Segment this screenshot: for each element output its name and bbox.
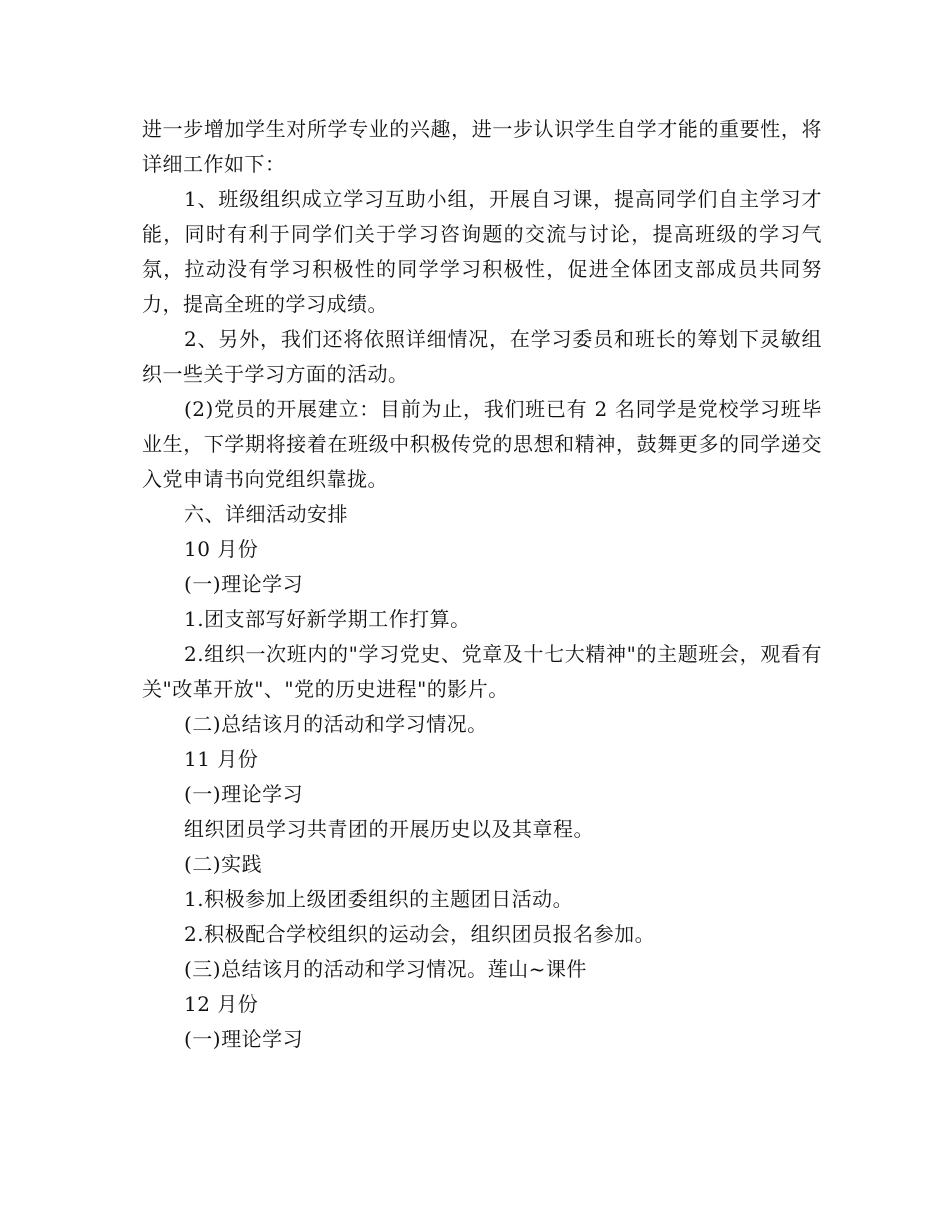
list-item: 2.积极配合学校组织的运动会，组织团员报名参加。 (184, 922, 656, 946)
paragraph-1: 进一步增加学生对所学专业的兴趣，进一步认识学生自学才能的重要性，将详细工作如下： (142, 117, 822, 176)
list-item: 1.积极参加上级团委组织的主题团日活动。 (184, 887, 574, 911)
paragraph-2: 1、班级组织成立学习互助小组，开展自习课，提高同学们自主学习才能，同时有利于同学们关于学习咨询题的交流与讨论，提高班级的学习气氛，拉动没有学习积极性的同学学习积极性，促进全体团支部成员共同努力，提高全班的学习成绩。 (142, 187, 822, 316)
subheading-theory-study: (一)理论学习 (184, 572, 304, 596)
section-heading-activities: 六、详细活动安排 (184, 502, 348, 526)
month-heading-december: 12 月份 (184, 992, 259, 1016)
subheading-practice: (二)实践 (184, 852, 263, 876)
list-item: 2.组织一次班内的"学习党史、党章及十七大精神"的主题班会，观看有关"改革开放"、"党的历史进程"的影片。 (142, 642, 822, 701)
subheading-summary: (三)总结该月的活动和学习情况。莲山~课件 (184, 957, 587, 981)
paragraph-3: 2、另外，我们还将依照详细情况，在学习委员和班长的筹划下灵敏组织一些关于学习方面的活动。 (142, 327, 822, 386)
month-heading-october: 10 月份 (184, 537, 259, 561)
subheading-theory-study: (一)理论学习 (184, 782, 304, 806)
month-heading-november: 11 月份 (184, 747, 259, 771)
document-body (142, 112, 822, 1057)
list-item: 组织团员学习共青团的开展历史以及其章程。 (184, 817, 594, 841)
paragraph-4: (2)党员的开展建立：目前为止，我们班已有 2 名同学是党校学习班毕业生，下学期将接着在班级中积极传党的思想和精神，鼓舞更多的同学递交入党申请书向党组织靠拢。 (142, 397, 822, 491)
subheading-summary: (二)总结该月的活动和学习情况。 (184, 712, 488, 736)
subheading-theory-study: (一)理论学习 (184, 1027, 304, 1051)
list-item: 1.团支部写好新学期工作打算。 (184, 607, 471, 631)
